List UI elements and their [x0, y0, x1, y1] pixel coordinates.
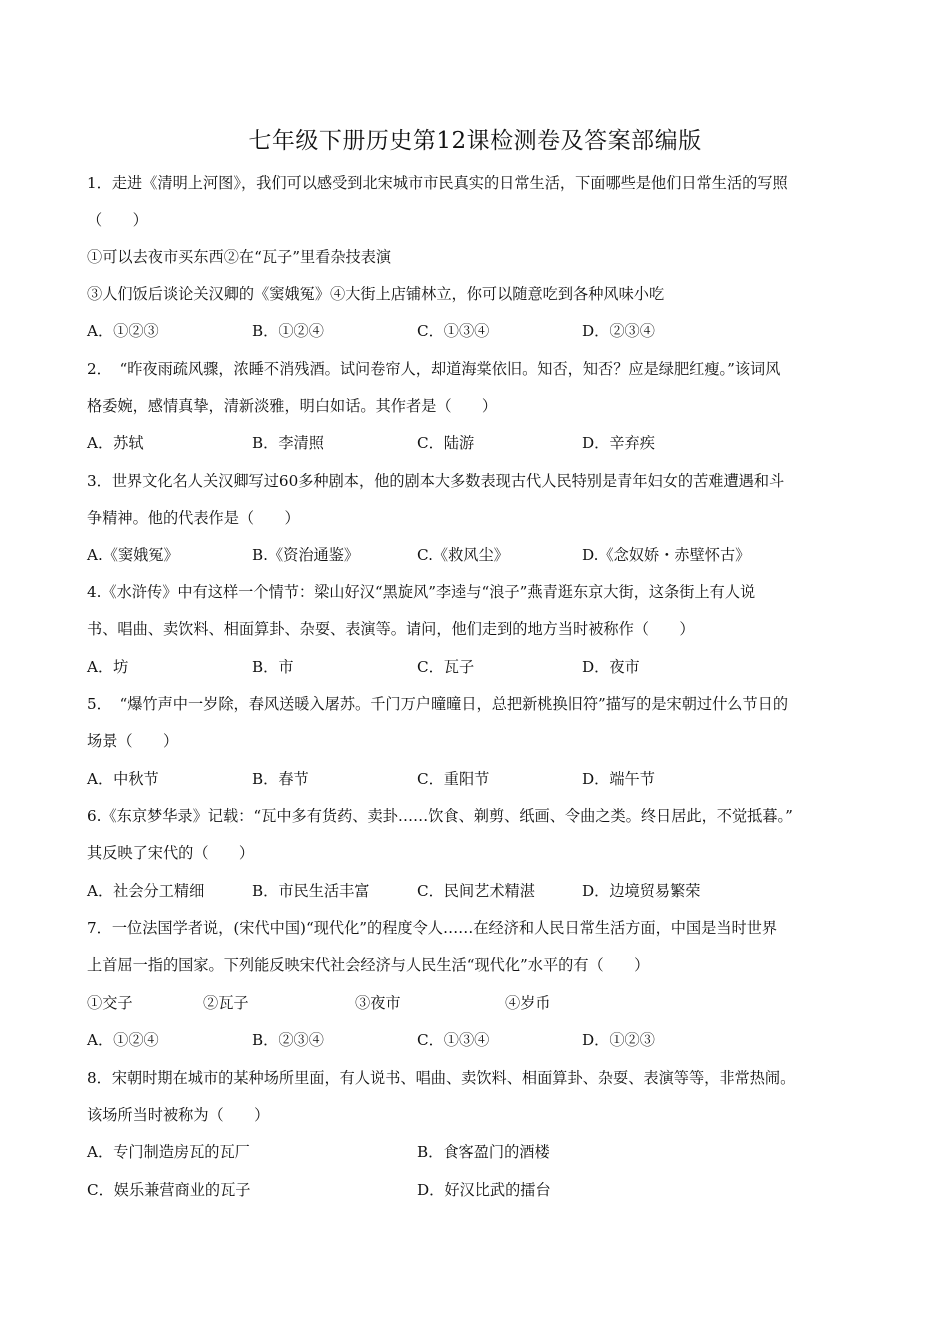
q4-stem-line-2: 书、唱曲、卖饮料、相面算卦、杂耍、表演等。请问，他们走到的地方当时被称作（ ）: [87, 620, 695, 638]
q4-option-d: D．夜市: [582, 658, 640, 676]
q8-stem-line-2: 该场所当时被称为（ ）: [87, 1106, 270, 1124]
q3-option-d: D.《念奴娇・赤壁怀古》: [582, 546, 751, 564]
q1-stem-line-1: 1．走进《清明上河图》，我们可以感受到北宋城市市民真实的日常生活，下面哪些是他们日常生活的写照: [87, 174, 788, 192]
q2-stem-line-2: 格委婉，感情真挚，清新淡雅，明白如话。其作者是（ ）: [87, 397, 498, 415]
q7-option-b: B．②③④: [252, 1031, 324, 1049]
q3-option-a: A.《窦娥冤》: [87, 546, 179, 564]
q7-stem-line-1: 7．一位法国学者说，(宋代中国)“现代化”的程度令人……在经济和人民日常生活方面，中国是当时世界: [87, 919, 778, 937]
q7-item-1: ①交子: [87, 994, 133, 1012]
q4-option-a: A．坊: [87, 658, 129, 676]
q1-option-d: D．②③④: [582, 322, 655, 340]
q2-option-a: A．苏轼: [87, 434, 144, 452]
q6-option-d: D．边境贸易繁荣: [582, 882, 701, 900]
q2-option-d: D．辛弃疾: [582, 434, 655, 452]
q1-stem-line-3: ①可以去夜市买东西②在“瓦子”里看杂技表演: [87, 248, 392, 266]
q7-item-3: ③夜市: [355, 994, 401, 1012]
q5-option-a: A．中秋节: [87, 770, 159, 788]
q8-option-c: C．娱乐兼营商业的瓦子: [87, 1181, 251, 1199]
q8-option-d: D．好汉比武的擂台: [417, 1181, 551, 1199]
q5-stem-line-1: 5． “爆竹声中一岁除，春风送暖入屠苏。千门万户曈曈日，总把新桃换旧符”描写的是宋朝过什么节日的: [87, 695, 789, 713]
q6-option-c: C．民间艺术精湛: [417, 882, 535, 900]
q8-option-a: A．专门制造房瓦的瓦厂: [87, 1143, 250, 1161]
q7-stem-line-2: 上首屈一指的国家。下列能反映宋代社会经济与人民生活“现代化”水平的有（ ）: [87, 956, 650, 974]
q2-option-c: C．陆游: [417, 434, 475, 452]
q3-stem-line-2: 争精神。他的代表作是（ ）: [87, 509, 300, 527]
q5-option-b: B．春节: [252, 770, 309, 788]
q6-option-a: A．社会分工精细: [87, 882, 205, 900]
q3-stem-line-1: 3．世界文化名人关汉卿写过60多种剧本，他的剧本大多数表现古代人民特别是青年妇女的苦难遭遇和斗: [87, 472, 785, 490]
q8-stem-line-1: 8．宋朝时期在城市的某种场所里面，有人说书、唱曲、卖饮料、相面算卦、杂耍、表演等等，非常热闹。: [87, 1069, 796, 1087]
q4-option-b: B．市: [252, 658, 294, 676]
q3-option-b: B.《资治通鉴》: [252, 546, 360, 564]
q4-option-c: C．瓦子: [417, 658, 475, 676]
q2-stem-line-1: 2． “昨夜雨疏风骤，浓睡不消残酒。试问卷帘人，却道海棠依旧。知否，知否？应是绿肥红瘦。”该词风: [87, 360, 781, 378]
q7-option-c: C．①③④: [417, 1031, 490, 1049]
q3-option-c: C.《救风尘》: [417, 546, 509, 564]
q7-item-2: ②瓦子: [203, 994, 249, 1012]
q6-stem-line-2: 其反映了宋代的（ ）: [87, 844, 255, 862]
q1-stem-line-2: （ ）: [87, 211, 148, 229]
q8-option-b: B．食客盈门的酒楼: [417, 1143, 550, 1161]
page-title: 七年级下册历史第12课检测卷及答案部编版: [248, 128, 702, 154]
q1-option-a: A．①②③: [87, 322, 159, 340]
q5-option-c: C．重阳节: [417, 770, 490, 788]
q6-stem-line-1: 6.《东京梦华录》记载：“瓦中多有货药、卖卦……饮食、剃剪、纸画、令曲之类。终日居此，不觉抵暮。”: [87, 807, 793, 825]
q2-option-b: B．李清照: [252, 434, 324, 452]
q1-option-c: C．①③④: [417, 322, 490, 340]
q5-option-d: D．端午节: [582, 770, 655, 788]
q7-option-a: A．①②④: [87, 1031, 159, 1049]
q5-stem-line-2: 场景（ ）: [87, 732, 179, 750]
q7-option-d: D．①②③: [582, 1031, 655, 1049]
q6-option-b: B．市民生活丰富: [252, 882, 370, 900]
q4-stem-line-1: 4.《水浒传》中有这样一个情节：梁山好汉“黑旋风”李逵与“浪子”燕青逛东京大街，这条街上有人说: [87, 583, 756, 601]
q1-option-b: B．①②④: [252, 322, 324, 340]
q1-stem-line-4: ③人们饭后谈论关汉卿的《窦娥冤》④大街上店铺林立，你可以随意吃到各种风味小吃: [87, 285, 665, 303]
q7-item-4: ④岁币: [505, 994, 551, 1012]
